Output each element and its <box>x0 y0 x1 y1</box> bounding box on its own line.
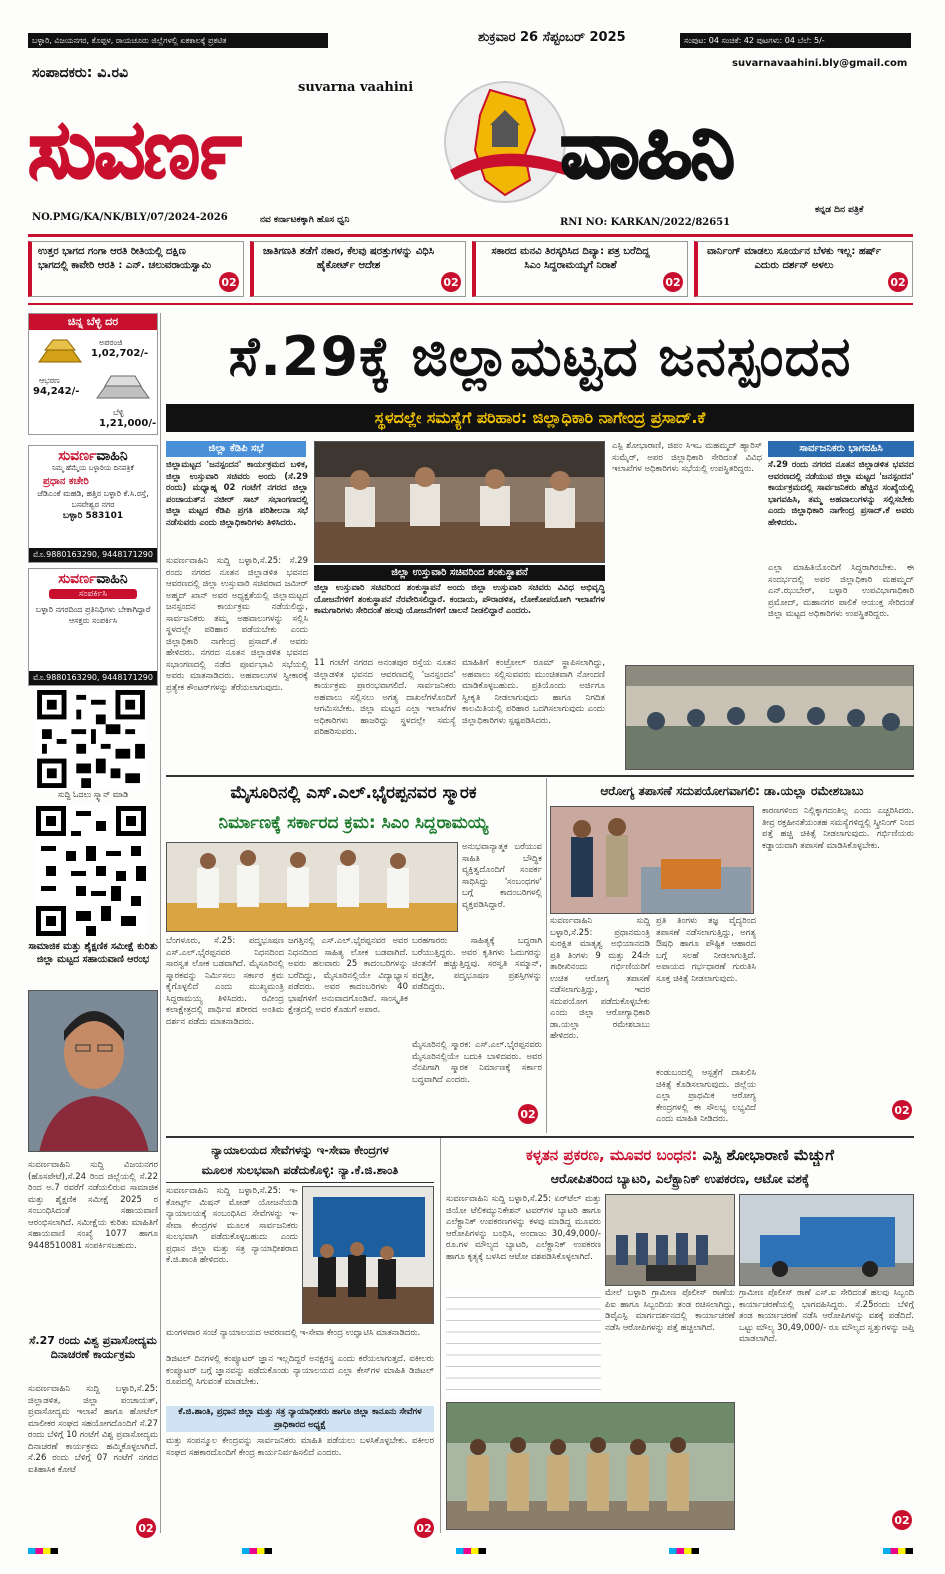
lead-photo-caption: ಜಿಲ್ಲಾ ಉಸ್ತುವಾರಿ ಸಚಿವರಿಂದ ಶಂಕುಸ್ಥಾಪನೆ <box>314 565 605 581</box>
postal-registration: NO.PMG/KA/NK/BLY/07/2024-2026 <box>32 212 228 223</box>
teaser-2[interactable] <box>250 241 466 297</box>
ad-brand-right: ವಾಹಿನಿ <box>96 571 128 587</box>
masthead-slogan: ನವ ಕರ್ನಾಟಕಕ್ಕಾಗಿ ಹೊಸ ಧ್ವನಿ <box>260 215 350 225</box>
lead-photo <box>314 441 605 563</box>
court-photo <box>302 1186 434 1324</box>
teasers-row <box>28 241 913 297</box>
karnataka-emblem <box>430 70 580 210</box>
lead-body-3: ಮಾಹಿತಿಗೆ ಕಂಟ್ರೋಲ್ ರೂಮ್ ಸ್ಥಾಪಿಸಲಾಗಿದ್ದು, ಅಹವಾಲು ಸಲ್ಲಿಸುವವರು ಮುಂಚಿತವಾಗಿ ನೋಂದಣಿ ಮಾಡಿಕೊಳ್ಳಬಹುದು. ಪ್ರತಿಯೊಂದು ಅರ್ಜಿಗೂ ಸ್ವೀಕೃತಿ ನೀಡಲಾಗುವುದು ಹಾಗೂ ನಿಗದಿತ ಕಾಲಮಿತಿಯಲ್ಲಿ ಪರಿಹಾರ ಒದಗಿಸಲಾಗುವುದು ಎಂದು ಜಿಲ್ಲಾಧಿಕಾರಿಗಳು ಸ್ಪಷ್ಟಪಡಿಸಿದರು. <box>462 658 605 726</box>
silver-bars-icon <box>95 374 151 402</box>
gold-rate-box <box>28 313 158 435</box>
lead-headline: ಸೆ.29ಕ್ಕೆ ಜಿಲ್ಲಾಮಟ್ಟದ ಜನಸ್ಪಂದನ <box>228 325 852 388</box>
ad-line: ನಿಮ್ಮ ಹೆಮ್ಮೆಯ ಬಳ್ಳಾರಿಯ ದಿನಪತ್ರಿಕೆ <box>52 464 134 472</box>
tourism-event-headline: ಸೆ.27 ರಂದು ವಿಶ್ವ ಪ್ರವಾಸೋದ್ಯಮ ದಿನಾಚರಣೆ ಕಾರ್ಯಕ್ರಮ <box>29 1334 157 1361</box>
theft-photo-2 <box>739 1194 914 1286</box>
masthead-title-right: ವಾಹಿನಿ <box>560 103 734 196</box>
masthead-tagline: ಕನ್ನಡ ದಿನ ಪತ್ರಿಕೆ <box>815 205 864 215</box>
ad-brand-left: ಸುವರ್ಣ <box>58 448 97 464</box>
health-body-4: ಕಂಡುಬಂದಲ್ಲಿ ಆಸ್ಪತ್ರೆಗೆ ದಾಖಲಿಸಿ ಚಿಕಿತ್ಸೆ ಕೊಡಿಸಲಾಗುವುದು. ಜಿಲ್ಲೆಯ ಎಲ್ಲಾ ಪ್ರಾಥಮಿಕ ಆರೋಗ್ಯ ಕೇಂದ್ರಗಳಲ್ಲಿ ಈ ಸೌಲಭ್ಯ ಲಭ್ಯವಿದೆ ಎಂದು ಮಾಹಿತಿ ನೀಡಿದರು. <box>656 1068 756 1124</box>
health-headline: ಆರೋಗ್ಯ ತಪಾಸಣೆ ಸದುಪಯೋಗವಾಗಲಿ: ಡಾ.ಯಲ್ಲಾ ರಮೇಶಬಾಬು <box>600 784 864 798</box>
teaser-page-badge: 02 <box>888 272 908 292</box>
helpline-headline: ಸಾಮಾಜಿಕ ಮತ್ತು ಶೈಕ್ಷಣಿಕ ಸಮೀಕ್ಷೆ ಕುರಿತು ಜಿಲ್ಲಾ ಮಟ್ಟದ ಸಹಾಯವಾಣಿ ಆರಂಭ <box>28 941 158 965</box>
lead-body-foundation: ಜಿಲ್ಲಾ ಉಸ್ತುವಾರಿ ಸಚಿವರಿಂದ ಶಂಕುಸ್ಥಾಪನೆ ಅಂದು ಜಿಲ್ಲಾ ಉಸ್ತುವಾರಿ ಸಚಿವರು ವಿವಿಧ ಅಭಿವೃದ್ಧಿ ಯೋಜನೆಗಳಿಗೆ ಶಂಕುಸ್ಥಾಪನೆ ನೆರವೇರಿಸಲಿದ್ದಾರೆ. ಕಂದಾಯ, ಪೌರಾಡಳಿತ, ಲೋಕೋಪಯೋಗಿ ಇಲಾಖೆಗಳ ಕಾಮಗಾರಿಗಳು ಸೇರಿದಂತೆ ಹಲವು ಯೋಜನೆಗಳಿಗೆ ಚಾಲನೆ ನೀಡಲಿದ್ದಾರೆ ಎಂದರು. <box>314 583 605 616</box>
court-body-4: ಮತ್ತು ಸಂಪನ್ಮೂಲ ಕೇಂದ್ರವನ್ನು ಸಾರ್ವಜನಿಕರು ಮಾಹಿತಿ ಪಡೆಯಲು ಬಳಸಿಕೊಳ್ಳಬೇಕು. ವಕೀಲರ ಸಂಘದ ಸಹಕಾರದೊಂದಿಗೆ ಕೇಂದ್ರ ಕಾರ್ಯನಿರ್ವಹಿಸಲಿದೆ ಎಂದರು. <box>166 1436 434 1458</box>
lead-body-5: ಎಲ್ಲಾ ಮಾಹಿತಿಯೊಂದಿಗೆ ಸಿದ್ಧರಾಗಿರಬೇಕು. ಈ ಸಂದರ್ಭದಲ್ಲಿ ಅಪರ ಜಿಲ್ಲಾಧಿಕಾರಿ ಮಹಮ್ಮದ್ ಎನ್.ಝುಬೇರ್, ಬಳ್ಳಾರಿ ಉಪವಿಭಾಗಾಧಿಕಾರಿ ಪ್ರಮೋದ್, ಮಹಾನಗರ ಪಾಲಿಕೆ ಆಯುಕ್ತ ಸೇರಿದಂತೆ ಜಿಲ್ಲಾ ಮಟ್ಟದ ಅಧಿಕಾರಿಗಳು ಉಪಸ್ಥಿತರಿದ್ದರು. <box>768 563 914 619</box>
kdp-label: ಜಿಲ್ಲಾ ಕೆಡಿಪಿ ಸಭೆ <box>166 441 306 457</box>
mysore-side-column: ಅನುಭವಾನ್ಯಾತ್ಮಕ ಬರೆಯುವ ಸಾಹಿತಿ ಬೌದ್ಧಿಕ ವ್ಯಕ್ತಿತ್ವದೊಂದಿಗೆ ಸಂಪರ್ಕ ಸಾಧಿಸಿದ್ದು 'ಸಂಬಂಧಗಳ' ಬಗ್ಗೆ ಕಾದಂಬರಿಗಳಲ್ಲಿ ವ್ಯಕ್ತಪಡಿಸಿದ್ದಾರೆ. <box>462 842 542 910</box>
theft-headline-red: ಕಳ್ಳತನ ಪ್ರಕರಣ, ಮೂವರ ಬಂಧನ: <box>526 1146 698 1164</box>
ad-brand <box>29 448 157 464</box>
lead-body-1: ಸುವರ್ಣವಾಹಿನಿ ಸುದ್ದಿ ಬಳ್ಳಾರಿ,ಸೆ.25: ಸೆ.29 ರಂದು ನಗರದ ನೂತನ ಜಿಲ್ಲಾಡಳಿತ ಭವನದ ಆವರಣದಲ್ಲಿ ಜಿಲ್ಲಾ ಉಸ್ತುವಾರಿ ಸಚಿವರಾದ ಜಮೀರ್ ಅಹ್ಮದ್ ಖಾನ್ ಅವರ ಅಧ್ಯಕ್ಷತೆಯಲ್ಲಿ ಜಿಲ್ಲಾಮಟ್ಟದ ಜನಸ್ಪಂದನ ಕಾರ್ಯಕ್ರಮ ನಡೆಯಲಿದ್ದು, ಸಾರ್ವಜನಿಕರು ತಮ್ಮ ಅಹವಾಲುಗಳನ್ನು ಸಲ್ಲಿಸಿ ಸ್ಥಳದಲ್ಲೇ ಪರಿಹಾರ ಪಡೆಯಬೇಕು ಎಂದು ಜಿಲ್ಲಾಧಿಕಾರಿ ನಾಗೇಂದ್ರ ಪ್ರಸಾದ್.ಕೆ ಅವರು ಹೇಳಿದರು. ನಗರದ ನೂತನ ಜಿಲ್ಲಾಡಳಿತ ಭವನದ ಸಭಾಂಗಣದಲ್ಲಿ ನಡೆದ ಪೂರ್ವಭಾವಿ ಸಭೆಯಲ್ಲಿ ಅವರು ಮಾತನಾಡಿದರು. ಅಹವಾಲುಗಳ ಸ್ವೀಕಾರಕ್ಕೆ ಪ್ರತ್ಯೇಕ ಕೌಂಟರ್‌ಗಳನ್ನು ತೆರೆಯಲಾಗುವುದು. <box>166 556 308 693</box>
teaser-page-badge: 02 <box>219 272 239 292</box>
mysore-headline-2: ನಿರ್ಮಾಣಕ್ಕೆ ಸರ್ಕಾರದ ಕ್ರಮ: ಸಿಎಂ ಸಿದ್ದರಾಮಯ್ಯ <box>218 813 489 833</box>
health-photo <box>550 806 754 914</box>
theft-photo-1 <box>605 1194 735 1286</box>
public-participation-label: ಸಾರ್ವಜನಿಕರು ಭಾಗವಹಿಸಿ <box>768 441 914 457</box>
silver-label: ಬೆಳ್ಳಿ <box>113 408 124 417</box>
column-divider <box>440 1138 441 1533</box>
theft-body-1: ಸುವರ್ಣವಾಹಿನಿ ಸುದ್ದಿ ಬಳ್ಳಾರಿ,ಸೆ.25: ಏರ್‌ಟೆಲ್ ಮತ್ತು ಜಿಯೋ ಟೆಲಿಕಮ್ಯುನಿಕೇಶನ್ ಟವರ್‌ಗಳ ಬ್ಯಾಟರಿ ಹಾಗೂ ಎಲೆಕ್ಟ್ರಾನಿಕ್ ಉಪಕರಣಗಳನ್ನು ಕಳವು ಮಾಡಿದ್ದ ಮೂವರು ಆರೋಪಿಗಳನ್ನು ಬಂಧಿಸಿ, ಅಂದಾಜು 30,49,000/- ರೂ.ಗಳ ಮೌಲ್ಯದ ಬ್ಯಾಟರಿ, ಎಲೆಕ್ಟ್ರಾನಿಕ್ ಉಪಕರಣ ಹಾಗೂ ಕೃತ್ಯಕ್ಕೆ ಬಳಸಿದ ಆಟೋ ವಶಪಡಿಸಿಕೊಳ್ಳಲಾಗಿದೆ. <box>446 1194 601 1262</box>
health-body-2: ಸುವರ್ಣವಾಹಿನಿ ಸುದ್ದಿ ಬಳ್ಳಾರಿ,ಸೆ.25: ಪ್ರಧಾನಮಂತ್ರಿ ಸುರಕ್ಷಿತ ಮಾತೃತ್ವ ಅಭಿಯಾನದಡಿ ಪ್ರತಿ ತಿಂಗಳು 9 ಮತ್ತು 24ನೇ ತಾರೀಖಿನಂದು ಗರ್ಭಿಣಿಯರಿಗೆ ಉಚಿತ ಆರೋಗ್ಯ ತಪಾಸಣೆ ನಡೆಸಲಾಗುತ್ತಿದ್ದು, ಇದರ ಸದುಪಯೋಗ ಪಡೆದುಕೊಳ್ಳಬೇಕು ಎಂದು ಜಿಲ್ಲಾ ಆರೋಗ್ಯಾಧಿಕಾರಿ ಡಾ.ಯಲ್ಲಾ ರಮೇಶಬಾಬು ಹೇಳಿದರು. <box>550 916 650 1041</box>
gold-bars-icon <box>35 336 85 366</box>
mysore-body-1: ಬೆಂಗಳೂರು, ಸೆ.25: ಪದ್ಮಭೂಷಣ ಎಸ್.ಎಲ್.ಭೈರಪ್ಪನವರ ನಿಧನದಿಂದ ಸಾರಸ್ವತ ಲೋಕ ಬಡವಾಗಿದೆ. ಮೈಸೂರಿನಲ್ಲಿ ಸ್ಮಾರಕವನ್ನು ನಿರ್ಮಿಸಲು ಸರ್ಕಾರ ಕ್ರಮ ಕೈಗೊಳ್ಳಲಿದೆ ಎಂದು ಮುಖ್ಯಮಂತ್ರಿ ಸಿದ್ದರಾಮಯ್ಯ ತಿಳಿಸಿದರು. ರವೀಂದ್ರ ಕಲಾಕ್ಷೇತ್ರದಲ್ಲಿ ಪಾರ್ಥಿವ ಶರೀರದ ಅಂತಿಮ ದರ್ಶನ ಪಡೆದು ಮಾತನಾಡಿದರು. <box>166 936 284 1027</box>
ad-brand-right: ವಾಹಿನಿ <box>96 448 128 464</box>
lead-kdp-body: ಜಿಲ್ಲಾಮಟ್ಟದ 'ಜನಸ್ಪಂದನ' ಕಾರ್ಯಕ್ರಮದ ಬಳಿಕ, ಜಿಲ್ಲಾ ಉಸ್ತುವಾರಿ ಸಚಿವರು ಅಂದು (ಸೆ.29 ರಂದು) ಮಧ್ಯಾಹ್ನ 02 ಗಂಟೆಗೆ ನಗರದ ಜಿಲ್ಲಾ ಪಂಚಾಯತ್‌ನ ನಜೀರ್ ಸಾಬ್ ಸಭಾಂಗಣದಲ್ಲಿ ಜಿಲ್ಲಾ ಮಟ್ಟದ ಕೆಡಿಪಿ ಪ್ರಗತಿ ಪರಿಶೀಲನಾ ಸಭೆ ನಡೆಸುವರು ಎಂದು ಜಿಲ್ಲಾಧಿಕಾರಿಗಳು ತಿಳಿಸಿದರು. <box>166 460 308 528</box>
theft-body-1-continued <box>446 1290 601 1398</box>
contact-ad <box>28 568 158 686</box>
teaser-text: ವಾರ್ನಿಂಗ್ ಮಾಡಲು ಸೂರ್ಯನ ಬೆಳಕು ಇಲ್ಲ: ಹರ್ಷ್ ಎದುರು ದರ್ಶನ್ ಅಳಲು <box>706 246 882 271</box>
ad-brand-left: ಸುವರ್ಣ <box>58 571 97 587</box>
health-body-3: ಪ್ರತಿ ತಿಂಗಳು ತಜ್ಞ ವೈದ್ಯರಿಂದ ತಪಾಸಣೆ ನಡೆಸಲಾಗುತ್ತಿದ್ದು, ಅಗತ್ಯ ಔಷಧಿ ಹಾಗೂ ಪೌಷ್ಟಿಕ ಆಹಾರದ ಬಗ್ಗೆ ಸಲಹೆ ನೀಡಲಾಗುತ್ತಿದೆ. ಅಪಾಯದ ಗರ್ಭಧಾರಣೆ ಗುರುತಿಸಿ ಸೂಕ್ತ ಚಿಕಿತ್ಸೆ ನೀಡಲಾಗುವುದು. <box>656 916 756 984</box>
teaser-text: ಸಕಾರದ ಮನವಿ ತಿರಸ್ಕರಿಸಿದ ದಿವ್ಯಾ: ಪತ್ರ ಬರೆದಿದ್ದ ಸಿಎಂ ಸಿದ್ದರಾಮಯ್ಯಗೆ ನಿರಾಶೆ <box>491 246 650 271</box>
teaser-text: ಉತ್ತರ ಭಾಗದ ಗಂಗಾ ಆರತಿ ರೀತಿಯಲ್ಲಿ ದಕ್ಷಿಣ ಭಾಗದಲ್ಲಿ ಕಾವೇರಿ ಆರತಿ : ಎನ್. ಚಲುವರಾಯಸ್ವಾಮಿ <box>38 246 212 271</box>
theft-headline-black: ಎಸ್ಪಿ ಶೋಭಾರಾಣಿ ಮೆಚ್ಚುಗೆ <box>702 1146 834 1164</box>
office-address: ಜೆಡಿಎಂಕೆ ಮಹಡಿ, ಹತ್ತಿರ ಬಳ್ಳಾರಿ ಕೆ.ಸಿ.ರಸ್ತೆ, ಬಸವೇಶ್ವರ ನಗರ <box>37 489 149 509</box>
section-rule-2 <box>166 1136 914 1138</box>
contact-phone: ಮೊ.9880163290, 9448171290 <box>29 671 157 685</box>
lead-body-public: ಸೆ.29 ರಂದು ನಗರದ ನೂತನ ಜಿಲ್ಲಾಡಳಿತ ಭವನದ ಆವರಣದಲ್ಲಿ ನಡೆಯುವ ಜಿಲ್ಲಾ ಮಟ್ಟದ 'ಜನಸ್ಪಂದನ' ಕಾರ್ಯಕ್ರಮದಲ್ಲಿ ಸಾರ್ವಜನಿಕರು ಹೆಚ್ಚಿನ ಸಂಖ್ಯೆಯಲ್ಲಿ ಭಾಗವಹಿಸಿ, ತಮ್ಮ ಅಹವಾಲುಗಳನ್ನು ಸಲ್ಲಿಸಬೇಕು ಎಂದು ಜಿಲ್ಲಾಧಿಕಾರಿ ನಾಗೇಂದ್ರ ಪ್ರಸಾದ್.ಕೆ ಅವರು ಹೇಳಿದರು. <box>768 460 914 528</box>
health-body-1: ಕಾರಣಗಳಿಂದ ನಿಲ್ಲಿಕ್ಕಾಗದಂತಿಲ್ಲ ಎಂದು ಎಚ್ಚರಿಸಿದರು. ತೀವ್ರ ರಕ್ತಹೀನತೆಯಂತಹ ಸಮಸ್ಯೆಗಳಿದ್ದಲ್ಲಿ ಸ್ಕ್ರೀನಿಂಗ್ ನಿಂದ ಪತ್ತೆ ಹಚ್ಚಿ ಚಿಕಿತ್ಸೆ ನೀಡಲಾಗುವುದು. ಗರ್ಭಿಣಿಯರು ಕಡ್ಡಾಯವಾಗಿ ತಪಾಸಣೆ ಮಾಡಿಸಿಕೊಳ್ಳಬೇಕು. <box>762 806 914 851</box>
page-badge: 02 <box>518 1104 538 1124</box>
qr-code-2[interactable] <box>36 806 146 936</box>
mysore-photo <box>166 842 458 932</box>
districts-bar: ಬಳ್ಳಾರಿ, ವಿಜಯನಗರ, ಕೊಪ್ಪಳ, ರಾಯಚೂರು ಜಿಲ್ಲೆಗಳಲ್ಲಿ ಏಕಕಾಲಕ್ಕೆ ಪ್ರಕಟಿತ <box>28 33 328 48</box>
gold24-price: 1,02,702/- <box>91 348 149 359</box>
page-badge: 02 <box>136 1518 156 1538</box>
column-divider <box>160 313 161 1533</box>
teaser-4[interactable] <box>694 241 913 297</box>
office-phone: ಮೊ.9880163290, 9448171290 <box>29 548 157 562</box>
teaser-text: ಜಾತಿಗಣತಿ ತಡೆಗೆ ನಕಾರ, ಕೆಲವು ಷರತ್ತುಗಳನ್ನು ವಿಧಿಸಿ ಹೈಕೋರ್ಟ್ ಆದೇಶ <box>262 246 435 271</box>
tourism-event-body: ಸುವರ್ಣವಾಹಿನಿ ಸುದ್ದಿ ಬಳ್ಳಾರಿ,ಸೆ.25: ಜಿಲ್ಲಾಡಳಿತ, ಜಿಲ್ಲಾ ಪಂಚಾಯತ್, ಪ್ರವಾಸೋದ್ಯಮ ಇಲಾಖೆ ಹಾಗೂ ಹೋಟೆಲ್ ಮಾಲೀಕರ ಸಂಘದ ಸಹಯೋಗದೊಂದಿಗೆ ಸೆ.27 ರಂದು ಬೆಳಿಗ್ಗೆ 10 ಗಂಟೆಗೆ ವಿಶ್ವ ಪ್ರವಾಸೋದ್ಯಮ ದಿನಾಚರಣೆ ಕಾರ್ಯಕ್ರಮ ಹಮ್ಮಿಕೊಳ್ಳಲಾಗಿದೆ. ಸೆ.26 ರಂದು ಬೆಳಿಗ್ಗೆ 07 ಗಂಟೆಗೆ ನಗರದ ಐತಿಹಾಸಿಕ ಕೋಟೆ <box>28 1384 158 1475</box>
gold-rate-title: ಚಿನ್ನ ಬೆಳ್ಳಿ ದರ <box>29 314 157 330</box>
theft-headline-1 <box>446 1140 914 1170</box>
mysore-headline-1: ಮೈಸೂರಿನಲ್ಲಿ ಎಸ್.ಎಲ್.ಭೈರಪ್ಪನವರ ಸ್ಮಾರಕ <box>230 783 477 803</box>
masthead-english-name: suvarna vaahini <box>298 80 414 95</box>
court-body-1: ಸುವರ್ಣವಾಹಿನಿ ಸುದ್ದಿ ಬಳ್ಳಾರಿ,ಸೆ.25: ಇ-ಕೋರ್ಟ್ಸ್ ಮಿಷನ್ ಮೋಡ್ ಯೋಜನೆಯಡಿ ನ್ಯಾಯಾಲಯಕ್ಕೆ ಸಂಬಂಧಿಸಿದ ಸೇವೆಗಳನ್ನು ಇ-ಸೇವಾ ಕೇಂದ್ರಗಳ ಮೂಲಕ ಸಾರ್ವಜನಿಕರು ಸುಲಭವಾಗಿ ಪಡೆದುಕೊಳ್ಳಬಹುದು ಎಂದು ಪ್ರಧಾನ ಜಿಲ್ಲಾ ಮತ್ತು ಸತ್ರ ನ್ಯಾಯಾಧೀಶರಾದ ಕೆ.ಜಿ.ಶಾಂತಿ ಹೇಳಿದರು. <box>166 1186 298 1265</box>
theft-body-3: ಗ್ರಾಮೀಣ ಪೊಲೀಸ್ ಠಾಣೆ ಎಸ್.ಐ ಸೇರಿದಂತೆ ಹಲವು ಸಿಬ್ಬಂದಿ ಕಾರ್ಯಾಚರಣೆಯಲ್ಲಿ ಭಾಗವಹಿಸಿದ್ದರು. ಸೆ.25ರಂದು ಬೆಳಿಗ್ಗೆ ತಂಡ ಕಾರ್ಯಾಚರಣೆ ನಡೆಸಿ ಆರೋಪಿಗಳನ್ನು ವಶಕ್ಕೆ ಪಡೆದಿದೆ. ಒಟ್ಟು ಮೌಲ್ಯ 30,49,000/- ರೂ ಮೌಲ್ಯದ ಸ್ವತ್ತುಗಳನ್ನು ಜಪ್ತಿ ಮಾಡಲಾಗಿದೆ. <box>739 1288 914 1344</box>
page-badge: 02 <box>414 1518 434 1538</box>
teaser-1[interactable] <box>28 241 244 297</box>
office-ad <box>28 445 158 563</box>
official-portrait <box>28 990 158 1152</box>
gold22-price: 94,242/- <box>33 386 80 397</box>
court-body-2: ಮಂಗಳವಾರ ಸಂಜೆ ನ್ಯಾಯಾಲಯದ ಆವರಣದಲ್ಲಿ ಇ-ಸೇವಾ ಕೇಂದ್ರ ಉದ್ಘಾಟಿಸಿ ಮಾತನಾಡಿದರು. <box>166 1328 421 1338</box>
masthead-title-left: ಸುವರ್ಣ <box>28 103 240 196</box>
rni-number: RNI NO: KARKAN/2022/82651 <box>560 217 731 228</box>
teaser-page-badge: 02 <box>663 272 683 292</box>
court-photo-caption: ಕೆ.ಜಿ.ಶಾಂತಿ, ಪ್ರಧಾನ ಜಿಲ್ಲಾ ಮತ್ತು ಸತ್ರ ನ್ಯಾಯಾಧೀಶರು ಹಾಗೂ ಜಿಲ್ಲಾ ಕಾನೂನು ಸೇವೆಗಳ ಪ್ರಾಧಿಕಾರದ ಅಧ್ಯಕ್ಷೆ <box>166 1406 434 1432</box>
teaser-3[interactable] <box>472 241 688 297</box>
section-rule-1 <box>166 775 914 777</box>
mysore-body-3: ಬರಹಗಾರರು ಸಾಹಿತ್ಯಕ್ಕೆ ಬದ್ಧರಾಗಿ ಬರೆಯುತ್ತಿದ್ದರು. ಅವರ ಕೃತಿಗಳು ಓದುಗರನ್ನು ಚಿಂತನೆಗೆ ಹಚ್ಚುತ್ತಿದ್ದವು. ಸರಸ್ವತಿ ಸಮ್ಮಾನ್, ಪದ್ಮಶ್ರೀ, ಪದ್ಮಭೂಷಣ ಪ್ರಶಸ್ತಿಗಳನ್ನು ಪಡೆದಿದ್ದರು. <box>412 936 542 992</box>
court-body-3: ಡಿಜಿಟಲ್ ದಿನಗಳಲ್ಲಿ ಕಂಪ್ಯೂಟರ್ ಜ್ಞಾನ ಇಲ್ಲದಿದ್ದರೆ ಅನಕ್ಷರಸ್ಥ ಎಂದು ಕರೆಯಲಾಗುತ್ತದೆ. ವಕೀಲರು ಕಂಪ್ಯೂಟರ್ ಬಗ್ಗೆ ಜ್ಞಾನವನ್ನು ಪಡೆದುಕೊಂಡು ನ್ಯಾಯಾಲಯದ ಎಲ್ಲಾ ಕೇಸ್‌ಗಳ ಮಾಹಿತಿ ಡಿಜಿಟಲ್ ರೂಪದಲ್ಲಿ ಸಿಗುವಂತೆ ಮಾಡಬೇಕು. <box>166 1354 434 1387</box>
contact-title: ಸಂಪರ್ಕಿಸಿ <box>49 589 137 599</box>
teaser-rule <box>28 303 913 305</box>
issue-date: ಶುಕ್ರವಾರ 26 ಸೆಪ್ಟಂಬರ್ 2025 <box>478 30 626 45</box>
theft-headline-2: ಆರೋಪಿತರಿಂದ ಬ್ಯಾಟರಿ, ಎಲೆಕ್ಟ್ರಾನಿಕ್ ಉಪಕರಣ, ಆಟೋ ವಶಕ್ಕೆ <box>550 1171 810 1186</box>
column-divider <box>546 778 547 1133</box>
issue-volume: ಸಂಪುಟ: 04 ಸಂಚಿಕೆ: 42 ಪುಟಗಳು: 04 ಬೆಲೆ: 5/- <box>680 33 911 48</box>
office-pin: ಬಳ್ಳಾರಿ 583101 <box>62 511 124 521</box>
mysore-body-2: ಜಗತ್ತಿನಲ್ಲಿ ಎಸ್.ಎಲ್.ಭೈರಪ್ಪನವರ ಅವರ ನಿಧನದಿಂದ ಸಾಹಿತ್ಯ ಲೋಕ ಬಡವಾಗಿದೆ. ಅವರು ಹಲವಾರು 25 ಕಾದಂಬರಿಗಳನ್ನು ಬರೆದಿದ್ದು, ಮೈಸೂರಿನಲ್ಲಿಯೇ ವಿದ್ಯಾಭ್ಯಾಸ ಪಡೆದರು. ಅವರ ಕಾದಂಬರಿಗಳು 40 ಭಾಷೆಗಳಿಗೆ ಅನುವಾದಗೊಂಡಿವೆ. ಸಾಂಸ್ಕೃತಿಕ ಕ್ಷೇತ್ರದಲ್ಲಿ ಅವರ ಕೊಡುಗೆ ಅಪಾರ. <box>288 936 408 1015</box>
page-badge: 02 <box>892 1100 912 1120</box>
contact-email[interactable]: suvarnavaahini.bly@gmail.com <box>732 58 908 69</box>
silver-price: 1,21,000/- <box>99 418 157 429</box>
gold22-label: ಆಭರಣ <box>39 376 60 385</box>
court-headline-2: ಮೂಲಕ ಸುಲಭವಾಗಿ ಪಡೆದುಕೊಳ್ಳಿ: ನ್ಯಾ.ಕೆ.ಜಿ.ಶಾಂತಿ <box>201 1163 399 1177</box>
gold24-label: ಅಪರಂಜಿ <box>99 338 123 347</box>
page-badge: 02 <box>892 1510 912 1530</box>
mysore-body-4: ಮೈಸೂರಿನಲ್ಲಿ ಸ್ಮಾರಕ: ಎಸ್.ಎಲ್.ಭೈರಪ್ಪನವರು ಮೈಸೂರಿನಲ್ಲಿಯೇ ಬದುಕಿ ಬಾಳಿದವರು. ಅವರ ನೆನಪಿಗಾಗಿ ಸ್ಮಾರಕ ನಿರ್ಮಾಣಕ್ಕೆ ಸರ್ಕಾರ ಬದ್ಧವಾಗಿದೆ ಎಂದರು. <box>412 1040 542 1085</box>
court-headline-1: ನ್ಯಾಯಾಲಯದ ಸೇವೆಗಳನ್ನು ಇ-ಸೇವಾ ಕೇಂದ್ರಗಳ <box>211 1143 389 1157</box>
court-headline-rule <box>166 1182 434 1183</box>
teaser-page-badge: 02 <box>441 272 461 292</box>
theft-photo-3 <box>446 1402 735 1530</box>
office-title: ಪ್ರಧಾನ ಕಚೇರಿ <box>43 476 89 487</box>
helpline-body: ಸುವರ್ಣವಾಹಿನಿ ಸುದ್ದಿ ವಿಜಯನಗರ (ಹೊಸಪೇಟೆ),ಸೆ.24 ರಿಂದ ಜಿಲ್ಲೆಯಲ್ಲಿ ಸೆ.22 ರಿಂದ ಅ.7 ರವರೆಗೆ ನಡೆಯಲಿರುವ ಸಾಮಾಜಿಕ ಮತ್ತು ಶೈಕ್ಷಣಿಕ ಸಮೀಕ್ಷೆ 2025 ರ ಸಂಬಂಧಿಸಿದಂತೆ ಸಹಾಯವಾಣಿ ಆರಂಭಿಸಲಾಗಿದೆ. ಸಮೀಕ್ಷೆಯ ಕುರಿತು ಮಾಹಿತಿಗೆ ಸಹಾಯವಾಣಿ ಸಂಖ್ಯೆ 1077 ಹಾಗೂ 9448510081 ಸಂಪರ್ಕಿಸಬಹುದು. <box>28 1160 158 1251</box>
ad-brand <box>29 571 157 587</box>
editor-name: ಸಂಪಾದಕರು: ವಿ.ರವಿ <box>32 65 129 81</box>
qr-code-1[interactable] <box>36 690 146 788</box>
qr-caption-1: ಸುದ್ದಿ ಓದಲು ಸ್ಕ್ಯಾನ್ ಮಾಡಿ <box>57 790 129 799</box>
lead-subhead: ಸ್ಥಳದಲ್ಲೇ ಸಮಸ್ಯೆಗೆ ಪರಿಹಾರ: ಜಿಲ್ಲಾಧಿಕಾರಿ ನಾಗೇಂದ್ರ ಪ್ರಸಾದ್.ಕೆ <box>166 404 914 432</box>
print-registration-marks <box>28 1548 913 1558</box>
meeting-photo <box>625 665 914 770</box>
lead-body-4: ಎಸ್ಪಿ ಶೋಭಾರಾಣಿ, ಜಿಪಂ ಸಿಇಒ ಮಹಮ್ಮದ್ ಹ್ಯಾರಿಸ್ ಸುಮೈರ್, ಅಪರ ಜಿಲ್ಲಾಧಿಕಾರಿ ಸೇರಿದಂತೆ ವಿವಿಧ ಇಲಾಖೆಗಳ ಅಧಿಕಾರಿಗಳು ಸಭೆಯಲ್ಲಿ ಉಪಸ್ಥಿತರಿದ್ದರು. <box>612 441 762 474</box>
lead-body-2: 11 ಗಂಟೆಗೆ ನಗರದ ಅನಂತಪುರ ರಸ್ತೆಯ ನೂತನ ಜಿಲ್ಲಾಡಳಿತ ಭವನದ ಆವರಣದಲ್ಲಿ 'ಜನಸ್ಪಂದನ' ಕಾರ್ಯಕ್ರಮ ಪ್ರಾರಂಭವಾಗಲಿದೆ. ಸಾರ್ವಜನಿಕರು ಅಹವಾಲು ಸಲ್ಲಿಸಲು ಅಗತ್ಯ ದಾಖಲೆಗಳೊಂದಿಗೆ ಆಗಮಿಸಬೇಕು. ಜಿಲ್ಲಾ ಮಟ್ಟದ ಎಲ್ಲಾ ಇಲಾಖೆಗಳ ಅಧಿಕಾರಿಗಳು ಹಾಜರಿದ್ದು ಸ್ಥಳದಲ್ಲೇ ಸಮಸ್ಯೆ ಪರಿಹರಿಸುವರು. <box>314 658 456 737</box>
masthead-rule <box>28 234 913 237</box>
contact-body: ಬಳ್ಳಾರಿ ನಗರದಿಂದ ಪ್ರತಿನಿಧಿಗಳು ಬೇಕಾಗಿದ್ದಾರೆ ಆಸಕ್ತರು ಸಂಪರ್ಕಿಸಿ <box>35 605 151 625</box>
theft-body-2: ಮೇಲೆ ಬಳ್ಳಾರಿ ಗ್ರಾಮೀಣ ಪೊಲೀಸ್ ಠಾಣೆಯ ಪಿಐ ಹಾಗೂ ಸಿಬ್ಬಂದಿಯ ತಂಡ ರಚಿಸಲಾಗಿದ್ದು, ಡಿವೈಎಸ್ಪಿ ಮಾರ್ಗದರ್ಶನದಲ್ಲಿ ಕಾರ್ಯಾಚರಣೆ ನಡೆಸಿ ಆರೋಪಿಗಳನ್ನು ಪತ್ತೆ ಹಚ್ಚಲಾಗಿದೆ. <box>605 1288 735 1333</box>
